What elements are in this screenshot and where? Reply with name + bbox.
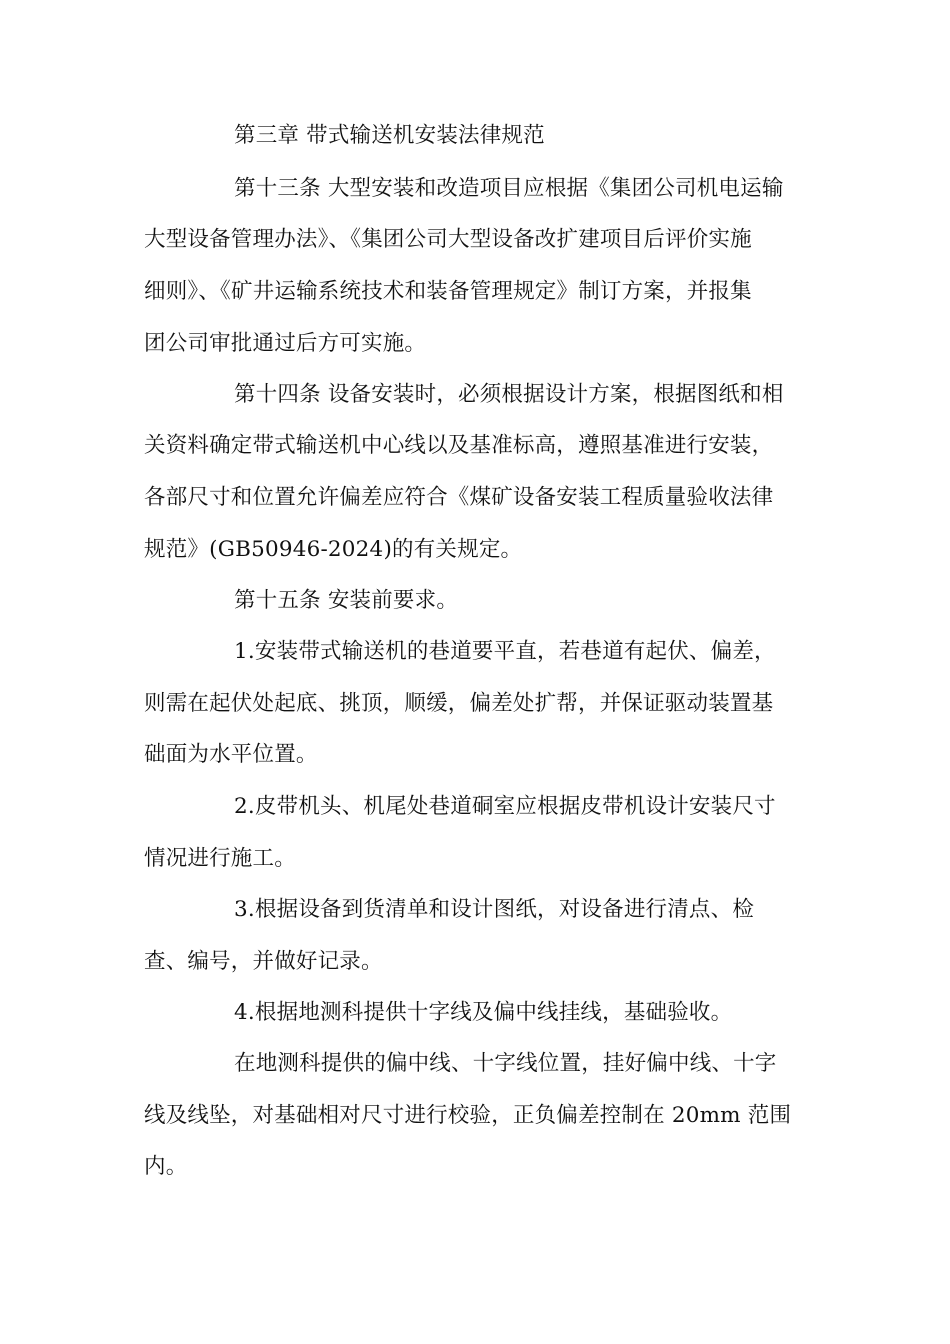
item-4-line-1: 4.根据地测科提供十字线及偏中线挂线，基础验收。 [234, 1000, 733, 1025]
article-15-heading: 第十五条 安装前要求。 [234, 588, 459, 613]
survey-paragraph-line-2: 线及线坠，对基础相对尺寸进行校验，正负偏差控制在 20mm 范围 [144, 1103, 792, 1128]
item-1-line-3: 础面为水平位置。 [144, 742, 318, 767]
item-2-line-1: 2.皮带机头、机尾处巷道硐室应根据皮带机设计安装尺寸 [234, 794, 776, 819]
article-13-line-3: 细则》、《矿井运输系统技术和装备管理规定》制订方案，并报集 [144, 279, 752, 304]
article-14-line-4: 规范》(GB50946-2024)的有关规定。 [144, 537, 523, 562]
article-14-line-3: 各部尺寸和位置允许偏差应符合《煤矿设备安装工程质量验收法律 [144, 485, 774, 510]
item-1-line-1: 1.安装带式输送机的巷道要平直，若巷道有起伏、偏差， [234, 639, 776, 664]
article-14-line-1: 第十四条 设备安装时，必须根据设计方案，根据图纸和相 [234, 382, 784, 407]
article-13-line-4: 团公司审批通过后方可实施。 [144, 331, 427, 356]
article-13-line-1: 第十三条 大型安装和改造项目应根据《集团公司机电运输 [234, 176, 784, 201]
item-3-line-1: 3.根据设备到货清单和设计图纸，对设备进行清点、检 [234, 897, 755, 922]
item-1-line-2: 则需在起伏处起底、挑顶，顺缓，偏差处扩帮，并保证驱动装置基 [144, 691, 774, 716]
chapter-heading: 第三章 带式输送机安装法律规范 [234, 123, 545, 148]
article-13-line-2: 大型设备管理办法》、《集团公司大型设备改扩建项目后评价实施 [144, 227, 752, 252]
survey-paragraph-line-3: 内。 [144, 1154, 188, 1179]
item-3-line-2: 查、编号，并做好记录。 [144, 949, 383, 974]
item-2-line-2: 情况进行施工。 [144, 846, 296, 871]
article-14-line-2: 关资料确定带式输送机中心线以及基准标高，遵照基准进行安装， [144, 433, 774, 458]
survey-paragraph-line-1: 在地测科提供的偏中线、十字线位置，挂好偏中线、十字 [234, 1051, 777, 1076]
